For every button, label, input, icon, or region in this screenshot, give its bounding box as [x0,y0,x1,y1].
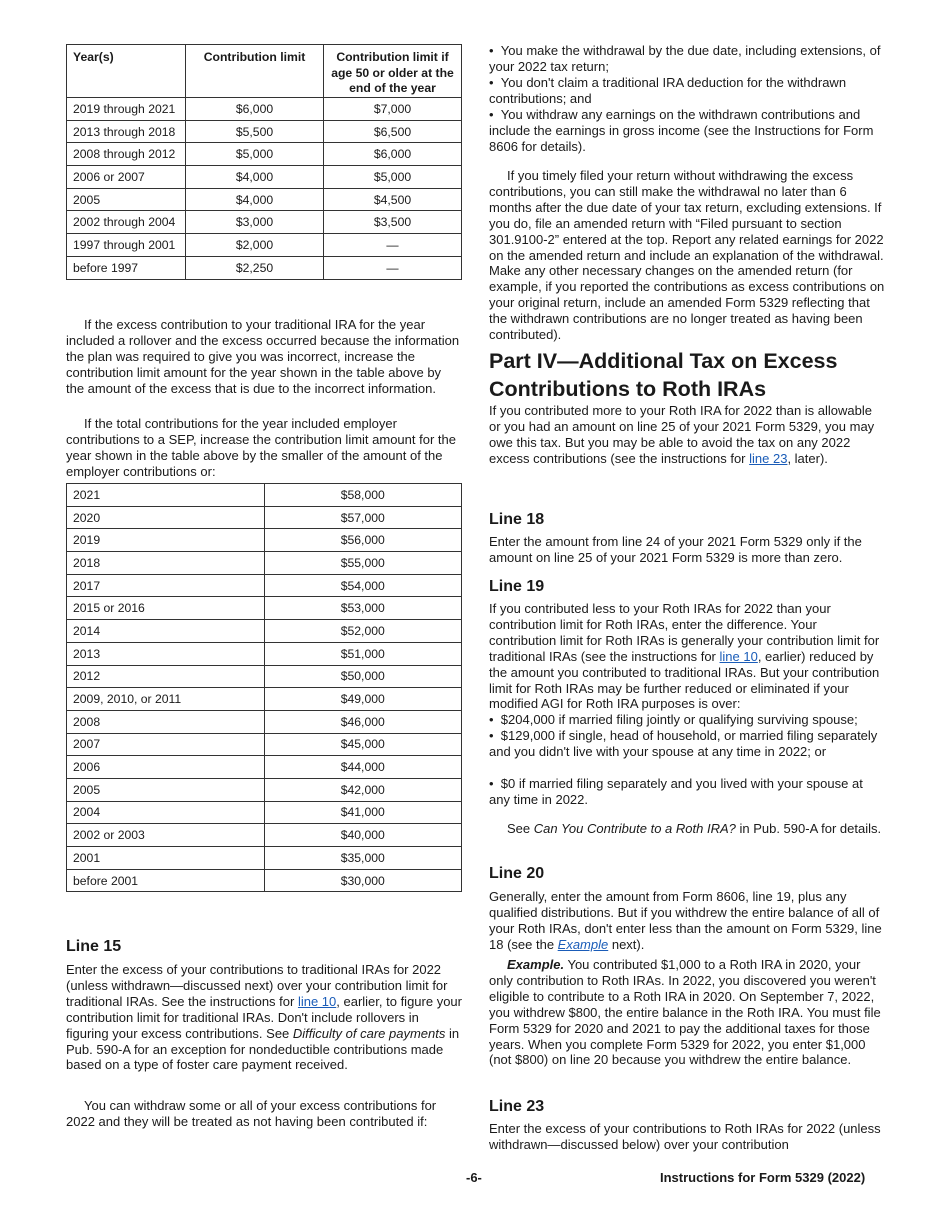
table-cell: $5,500 [186,120,324,143]
table-cell: 2001 [67,847,265,870]
table-row [67,642,462,665]
table-cell: 2015 or 2016 [67,597,265,620]
rollover-paragraph: If the excess contribution to your traditional IRA for the year included a rollover and the excess occurred because the information the plan was required to give you was incorrect, increase the contribution limit amount for the year shown in the table above by the amount of the excess that is due to the incorrect information. [66,317,460,396]
line19-paragraph: If you contributed less to your Roth IRAs for 2022 than your contribution limit for Roth IRAs, enter the difference. Your contribution limit for Roth IRAs is generally your contribution limit for traditional IRAs (see the instructions for line 10, earlier) reduced by the amount you contributed to traditional IRAs. But your contribution limit for Roth IRAs may be further reduced or eliminated if your modified AGI for Roth IRA purposes is over: [489,601,880,712]
table-row [67,188,462,211]
timely-filed-paragraph: If you timely filed your return without withdrawing the excess contributions, you can still make the withdrawal no later than 6 months after the due date of your tax return, excluding extensions. If you do, file an amended return with “Filed pursuant to section 301.9100-2” entered at the top. Report any related earnings for 2022 on the amended return and include an explanation of the withdrawal. Make any other necessary changes on the amended return (for example, if you reported the contributions as excess contributions on your original return, include an amended Form 5329 reflecting that the withdrawn contributions are no longer treated as having been contributed). [489,168,885,343]
table-cell: $50,000 [264,665,462,688]
table-body [67,484,462,892]
table-cell: 2013 through 2018 [67,120,186,143]
table-cell: $5,000 [324,166,462,189]
table-row [67,847,462,870]
table-row [67,824,462,847]
table-row [67,620,462,643]
table-row [67,597,462,620]
table-row [67,234,462,257]
bullet-item: • You don't claim a traditional IRA deduction for the withdrawn contributions; and [489,75,847,106]
table-cell: 2020 [67,506,265,529]
table-cell: $30,000 [264,869,462,892]
table-cell: 2021 [67,484,265,507]
table-cell: $44,000 [264,756,462,779]
table-cell: 2012 [67,665,265,688]
table-cell: 2019 through 2021 [67,98,186,121]
sep-paragraph: If the total contributions for the year included employer contributions to a SEP, increase the contribution limit amount for the year shown in the table above by the smaller of the amount of the employer contributions or: [66,416,456,479]
table-cell: 2004 [67,801,265,824]
table-header: Year(s) [67,45,186,98]
table-row [67,529,462,552]
bullet-item: • $129,000 if single, head of household, or married filing separately and you didn't live with your spouse at any time in 2022; or [489,728,878,759]
table-cell: $53,000 [264,597,462,620]
table-cell: $57,000 [264,506,462,529]
withdraw-paragraph: You can withdraw some or all of your excess contributions for 2022 and they will be treated as not having been contributed if: [66,1098,437,1129]
table-body [67,98,462,280]
table-cell: $55,000 [264,552,462,575]
table-cell: 2018 [67,552,265,575]
line10-link[interactable]: line 10 [297,993,337,1009]
table-row [67,778,462,801]
footer-title: Instructions for Form 5329 (2022) [660,1170,866,1185]
table-cell: 2002 through 2004 [67,211,186,234]
table-cell: 2009, 2010, or 2011 [67,688,265,711]
table-row [67,801,462,824]
table-cell: $6,500 [324,120,462,143]
table-cell: $3,000 [186,211,324,234]
table-cell: 2007 [67,733,265,756]
table-header: Contribution limit if age 50 or older at the end of the year [324,45,462,98]
table-cell: 2008 [67,710,265,733]
table-row [67,869,462,892]
table-row [67,756,462,779]
line18-heading: Line 18 [489,511,545,528]
line15-paragraph: Enter the excess of your contributions to traditional IRAs for 2022 (unless withdrawn—discussed next) over your contribution limit for traditional IRAs. See the instructions for line 10, earlier, to figure your contribution limit for traditional IRAs. Don't include rollovers in figuring your excess contributions. See Difficulty of care payments in Pub. 590-A for an exception for nondeductible contributions made based on a type of foster care payment received. [66,962,462,1073]
table-cell: $4,000 [186,166,324,189]
table-row [67,574,462,597]
table-cell: $40,000 [264,824,462,847]
table-cell: $5,000 [186,143,324,166]
table-cell: — [324,256,462,279]
table-cell: $4,500 [324,188,462,211]
table-cell: $2,000 [186,234,324,257]
contribution-limits-table [66,44,462,280]
example-link[interactable]: Example [557,936,609,952]
line18-paragraph: Enter the amount from line 24 of your 2021 Form 5329 only if the amount on line 25 of your 2021 Form 5329 is more than zero. [489,534,862,565]
table-cell: 2006 or 2007 [67,166,186,189]
table-cell: 2008 through 2012 [67,143,186,166]
bullet-item: • $0 if married filing separately and you lived with your spouse at any time in 2022. [489,776,863,807]
table-cell: $4,000 [186,188,324,211]
table-cell: 1997 through 2001 [67,234,186,257]
line23-paragraph: Enter the excess of your contributions to Roth IRAs for 2022 (unless withdrawn—discussed below) over your contribution [489,1121,881,1152]
table-cell: $2,250 [186,256,324,279]
table-cell: $51,000 [264,642,462,665]
bullet-item: • You make the withdrawal by the due date, including extensions, of your 2022 tax return; [489,43,881,74]
table-cell: $52,000 [264,620,462,643]
table-cell: $3,500 [324,211,462,234]
line10-link[interactable]: line 10 [719,648,758,664]
table-row [67,552,462,575]
bullet-item: • You withdraw any earnings on the withdrawn contributions and include the earnings in gross income (see the Instructions for Form 8606 for details). [489,107,874,154]
table-row [67,733,462,756]
table-cell: 2019 [67,529,265,552]
table-row [67,120,462,143]
see-pub-paragraph: See Can You Contribute to a Roth IRA? in Pub. 590-A for details. [507,821,882,836]
table-cell: $58,000 [264,484,462,507]
table-cell: $7,000 [324,98,462,121]
line15-heading: Line 15 [66,938,122,955]
table-cell: $56,000 [264,529,462,552]
table-cell: — [324,234,462,257]
line20-paragraph: Generally, enter the amount from Form 8606, line 19, plus any qualified distributions. But if you withdrew the entire balance of all of your Roth IRAs, don't enter less than the amount on Form 5329, line 18 (see the Example next). [489,889,882,952]
table-cell: 2002 or 2003 [67,824,265,847]
table-row [67,211,462,234]
table-cell: $41,000 [264,801,462,824]
table-header: Contribution limit [186,45,324,98]
table-row [67,506,462,529]
table-cell: $6,000 [324,143,462,166]
line23-link[interactable]: line 23 [749,450,788,466]
table-cell: $6,000 [186,98,324,121]
sep-limits-table [66,483,462,892]
line19-heading: Line 19 [489,578,545,595]
table-row [67,688,462,711]
table-cell: before 2001 [67,869,265,892]
table-row [67,256,462,279]
table-cell: 2017 [67,574,265,597]
table-row [67,166,462,189]
table-cell: $46,000 [264,710,462,733]
table-cell: $45,000 [264,733,462,756]
table-row [67,665,462,688]
table-row [67,484,462,507]
part4-heading: Part IV—Additional Tax on Excess Contributions to Roth IRAs [489,349,838,401]
line23-heading: Line 23 [489,1098,545,1115]
table-cell: 2005 [67,778,265,801]
table-row [67,143,462,166]
table-cell: before 1997 [67,256,186,279]
table-cell: $35,000 [264,847,462,870]
table-cell: $42,000 [264,778,462,801]
table-row [67,710,462,733]
table-cell: 2013 [67,642,265,665]
page-number: -6- [466,1170,482,1185]
table-cell: 2005 [67,188,186,211]
table-cell: $49,000 [264,688,462,711]
line20-heading: Line 20 [489,865,545,882]
example-paragraph: Example. You contributed $1,000 to a Roth IRA in 2020, your only contribution to Roth IRAs. In 2022, you discovered you weren't eligible to contribute to a Roth IRA in 2020. On September 7, 2022, you withdrew $800, the entire balance in the Roth IRA. You must file Form 5329 for 2020 and 2021 to pay the additional taxes for those years. When you complete Form 5329 for 2022, you enter $1,000 (not $800) on line 20 because you withdrew the entire balance. [489,957,881,1068]
table-cell: 2006 [67,756,265,779]
table-row [67,98,462,121]
table-cell: $54,000 [264,574,462,597]
part4-paragraph: If you contributed more to your Roth IRA for 2022 than is allowable or you had an amount on line 25 of your 2021 Form 5329, you may owe this tax. But you may be able to avoid the tax on any 2022 excess contributions (see the instructions for line 23, later). [489,403,875,466]
bullet-item: • $204,000 if married filing jointly or qualifying surviving spouse; [489,712,858,727]
table-cell: 2014 [67,620,265,643]
